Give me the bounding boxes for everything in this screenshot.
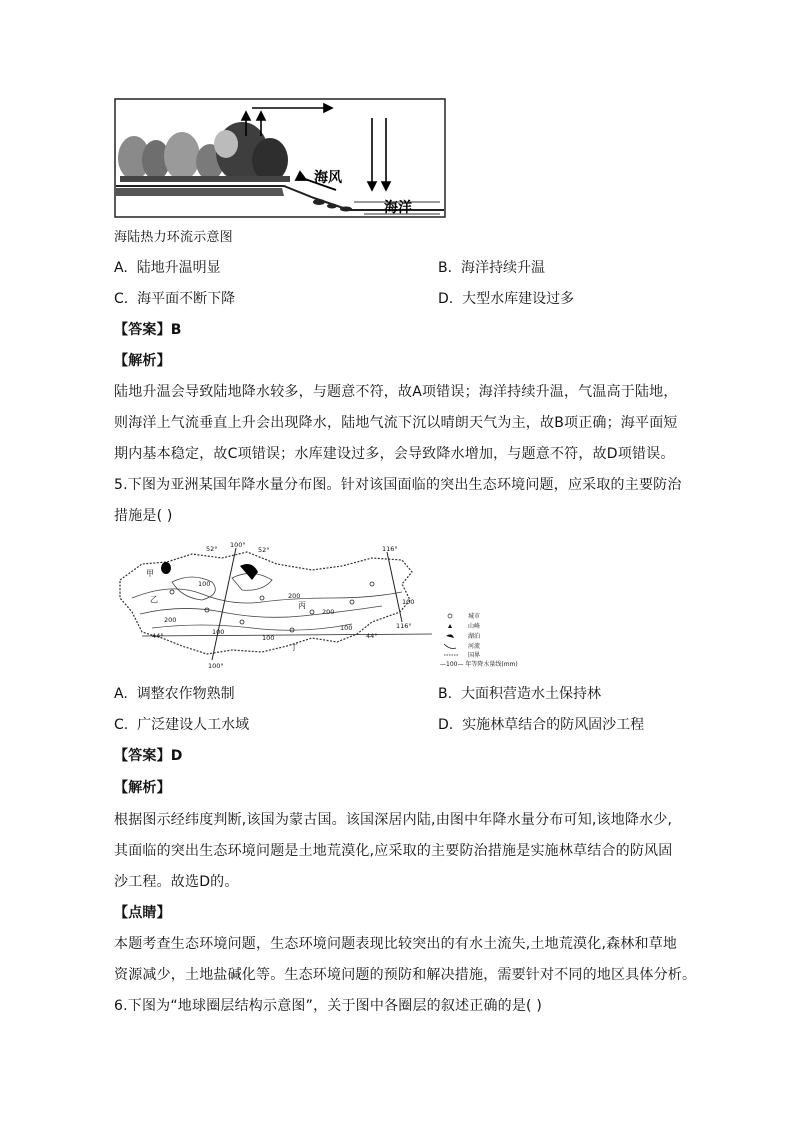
map-legend <box>440 612 518 668</box>
lat-label: 44° <box>366 632 378 640</box>
isohyet-value: 200 <box>322 608 335 616</box>
q4-analysis-label: 【解析】 <box>114 353 171 369</box>
lon-label: 100° <box>208 662 224 670</box>
q5-stem-line: 5.下图为亚洲某国年降水量分布图。针对该国面临的突出生态环境问题，应采取的主要防治 <box>114 477 682 493</box>
peak-legend-icon <box>448 624 452 628</box>
isohyet-value: 100 <box>198 580 211 588</box>
label-sea-breeze: 海风 <box>314 170 342 186</box>
river-legend-icon <box>444 644 456 649</box>
lon-label: 116° <box>382 545 398 553</box>
lon-label: 100° <box>230 542 246 549</box>
isohyet-value: 200 <box>288 592 301 600</box>
legend-text: 城市 <box>468 613 481 620</box>
isohyet-value: 200 <box>164 616 177 624</box>
area-label: 丙 <box>298 601 306 610</box>
lon-label: 116° <box>396 622 412 630</box>
isohyet-line <box>132 589 402 603</box>
lat-label: 44° <box>152 632 164 640</box>
q5-comment-line: 资源减少，土地盐碱化等。生态环境问题的预防和解决措施，需要针对不同的地区具体分析。 <box>114 967 697 983</box>
q5-analysis-line: 沙工程。故选D的。 <box>114 874 239 890</box>
legend-text: —100— 年等降水量线(mm) <box>440 661 518 668</box>
lake-icon <box>161 562 171 574</box>
city-legend-icon <box>448 614 452 618</box>
q5-stem-line: 措施是( ) <box>114 508 173 524</box>
area-label: 甲 <box>146 569 154 578</box>
q5-option-c[interactable]: C. 广泛建设人工水域 <box>114 717 250 733</box>
circulation-diagram <box>114 98 446 218</box>
lake-legend-icon <box>446 634 454 638</box>
lat-label: 52° <box>206 545 218 553</box>
q5-analysis-label: 【解析】 <box>114 780 171 796</box>
q4-analysis-line: 陆地升温会导致陆地降水较多，与题意不符，故A项错误；海洋持续升温，气温高于陆地， <box>114 384 678 400</box>
q4-analysis-line: 期内基本稳定，故C项错误；水库建设过多，会导致降水增加，与题意不符，故D项错误。 <box>114 446 675 462</box>
q4-option-d[interactable]: D. 大型水库建设过多 <box>438 291 575 307</box>
q5-option-a[interactable]: A. 调整农作物熟制 <box>114 686 235 702</box>
figure1-caption: 海陆热力环流示意图 <box>114 230 233 245</box>
precipitation-map-svg <box>112 542 542 670</box>
label-ocean: 海洋 <box>384 200 412 216</box>
precipitation-map <box>112 542 542 670</box>
meridian-line <box>387 552 402 622</box>
legend-text: 山峰 <box>468 623 481 630</box>
q5-option-d[interactable]: D. 实施林草结合的防风固沙工程 <box>438 717 645 733</box>
lat-label: 52° <box>258 546 270 554</box>
isohyet-value: 100 <box>402 598 415 606</box>
q4-option-a[interactable]: A. 陆地升温明显 <box>114 260 221 276</box>
q4-option-c[interactable]: C. 海平面不断下降 <box>114 291 236 307</box>
q5-answer: 【答案】D <box>114 748 183 764</box>
isohyet-value: 100 <box>212 628 225 636</box>
lake-icon <box>240 564 258 580</box>
legend-text: 国界 <box>468 652 481 659</box>
q5-analysis-line: 根据图示经纬度判断,该国为蒙古国。该国深居内陆,由图中年降水量分布可知,该地降水少, <box>114 812 673 828</box>
legend-text: 河流 <box>468 643 481 650</box>
q6-stem: 6.下图为“地球圈层结构示意图”，关于图中各圈层的叙述正确的是( ) <box>114 998 543 1014</box>
q5-comment-label: 【点睛】 <box>114 905 171 921</box>
q5-analysis-line: 其面临的突出生态环境问题是土地荒漠化,应采取的主要防治措施是实施林草结合的防风固 <box>114 843 673 859</box>
circulation-figure <box>114 98 446 218</box>
meridian-line <box>212 548 236 660</box>
isohyet-value: 100 <box>340 624 353 632</box>
q4-answer: 【答案】B <box>114 322 182 338</box>
q5-option-b[interactable]: B. 大面积营造水土保持林 <box>438 686 601 702</box>
q4-option-b[interactable]: B. 海洋持续升温 <box>438 260 545 276</box>
area-label: 丁 <box>290 643 298 652</box>
isohyet-value: 100 <box>262 634 275 642</box>
q5-comment-line: 本题考查生态环境问题，生态环境问题表现比较突出的有水土流失,土地荒漠化,森林和草地 <box>114 936 678 952</box>
area-label: 乙 <box>150 595 158 604</box>
parallel-line <box>142 634 432 636</box>
legend-text: 湖泊 <box>468 633 481 640</box>
isohyet-line <box>152 624 352 630</box>
q4-analysis-line: 则海洋上气流垂直上升会出现降水，陆地气流下沉以晴朗天气为主，故B项正确；海平面短 <box>114 415 678 431</box>
